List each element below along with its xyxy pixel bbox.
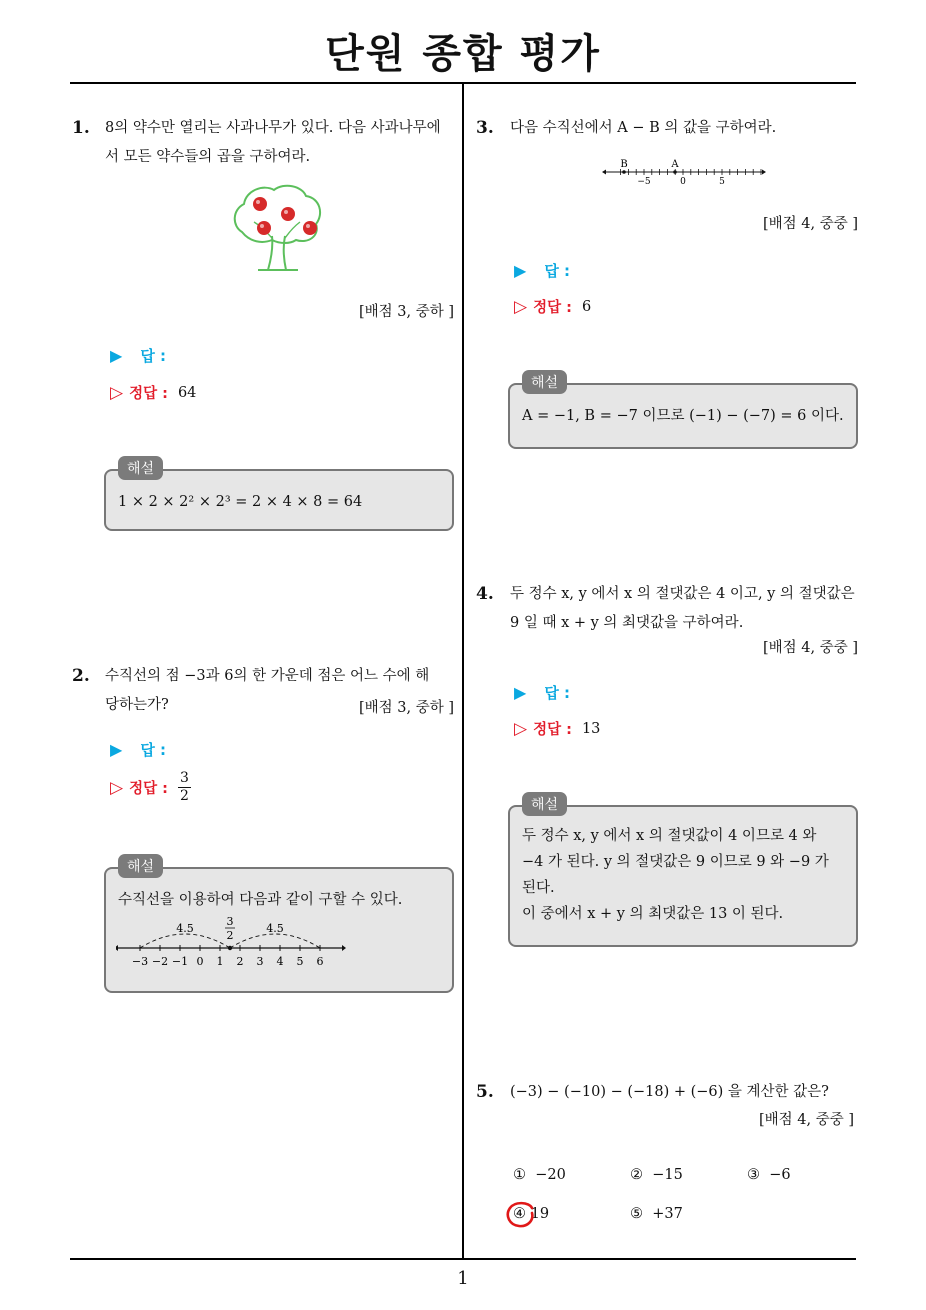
explanation-tag: 해설 (522, 792, 567, 816)
triangle-outline-icon: ▷ (110, 777, 124, 798)
explanation-text: 1 × 2 × 2² × 2³ = 2 × 4 × 8 = 64 (118, 494, 363, 510)
play-arrow-icon: ▶ (110, 740, 123, 759)
answer-label: ▶ 답 : (514, 683, 571, 702)
tick-label: 2 (236, 955, 244, 968)
triangle-outline-icon: ▷ (110, 382, 124, 403)
tick-label: 5 (296, 955, 304, 968)
correct-label: 정답 : (533, 300, 572, 316)
answer-label: ▶ 답 : (514, 261, 571, 280)
explanation-line: −4 가 된다. y 의 절댓값은 9 이므로 9 와 −9 가 (522, 854, 829, 870)
question-text: 다음 수직선에서 A − B 의 값을 구하여라. (510, 120, 777, 136)
explanation-text: 수직선을 이용하여 다음과 같이 구할 수 있다. (118, 892, 403, 908)
triangle-outline-icon: ▷ (514, 296, 528, 317)
question-text: 수직선의 점 −3과 6의 한 가운데 점은 어느 수에 해 (105, 668, 430, 684)
question-meta: [배점 4, 중중 ] (762, 216, 858, 232)
question-meta: [배점 4, 중중 ] (762, 640, 858, 656)
arc-label-left: 4.5 (176, 922, 194, 935)
point-a-label: A (671, 159, 679, 170)
explanation-line: 된다. (522, 880, 555, 896)
apple-tree-illustration (228, 182, 328, 274)
page-title: 단원 종합 평가 (325, 31, 601, 77)
correct-value: 64 (177, 384, 197, 401)
answer-label: ▶ 답 : (110, 346, 167, 365)
correct-fraction: $\frac{3}{2}$ (179, 770, 189, 804)
correct-label: 정답 : (129, 386, 168, 402)
answer-label: ▶ 답 : (110, 740, 167, 759)
explanation-box (508, 805, 858, 947)
tick-label: 3 (256, 955, 264, 968)
page-number: 1 (457, 1268, 469, 1289)
choice-4[interactable]: ④ 19 (513, 1206, 550, 1222)
tick-label: 4 (276, 955, 284, 968)
correct-answer (514, 718, 600, 739)
point-b-label: B (620, 159, 628, 170)
tick-label: 5 (719, 177, 725, 187)
play-arrow-icon: ▶ (110, 346, 123, 365)
tick-label: 6 (316, 955, 324, 968)
tick-label: −3 (131, 955, 149, 968)
explanation-box (104, 867, 454, 993)
correct-answer (110, 770, 191, 805)
question-number: 4. (476, 584, 494, 604)
triangle-outline-icon: ▷ (514, 718, 528, 739)
play-arrow-icon: ▶ (514, 683, 527, 702)
tick-label: 1 (216, 955, 224, 968)
bottom-rule (70, 1258, 856, 1260)
selected-choice-circle-icon (505, 1200, 537, 1230)
explanation-tag: 해설 (118, 456, 163, 480)
number-line-ab-figure (602, 158, 766, 188)
explanation-tag: 해설 (118, 854, 163, 878)
question-text: 두 정수 x, y 에서 x 의 절댓값은 4 이고, y 의 절댓값은 (510, 586, 855, 602)
question-text: (−3) − (−10) − (−18) + (−6) 을 계산한 값은? (510, 1084, 829, 1100)
column-divider (462, 84, 464, 1260)
choice-3[interactable]: ③ −6 (747, 1167, 791, 1183)
question-number: 2. (72, 666, 90, 686)
tick-label: −5 (637, 177, 651, 187)
explanation-tag: 해설 (522, 370, 567, 394)
question-number: 5. (476, 1082, 494, 1102)
explanation-line: 이 중에서 x + y 의 최댓값은 13 이 된다. (522, 906, 784, 922)
question-number: 1. (72, 118, 90, 138)
number-line-figure (116, 915, 346, 969)
choice-1[interactable]: ① −20 (513, 1167, 566, 1183)
choice-5[interactable]: ⑤ +37 (630, 1206, 683, 1222)
correct-value: 13 (581, 720, 601, 737)
question-meta: [배점 3, 중하 ] (358, 700, 454, 716)
tick-label: 0 (680, 177, 686, 187)
correct-answer (514, 296, 591, 317)
question-meta: [배점 4, 중중 ] (758, 1112, 854, 1128)
question-text: 당하는가? (105, 697, 169, 713)
explanation-text: A = −1, B = −7 이므로 (−1) − (−7) = 6 이다. (522, 408, 844, 424)
correct-answer (110, 382, 196, 403)
correct-label: 정답 : (129, 781, 168, 797)
tick-label: −1 (171, 955, 189, 968)
question-meta: [배점 3, 중하 ] (358, 304, 454, 320)
correct-value: 6 (581, 298, 592, 315)
play-arrow-icon: ▶ (514, 261, 527, 280)
choice-2[interactable]: ② −15 (630, 1167, 683, 1183)
question-text: 서 모든 약수들의 곱을 구하여라. (105, 149, 311, 165)
tick-label: 0 (196, 955, 204, 968)
question-number: 3. (476, 118, 494, 138)
explanation-line: 두 정수 x, y 에서 x 의 절댓값이 4 이므로 4 와 (522, 828, 817, 844)
tick-label: −2 (151, 955, 169, 968)
correct-label: 정답 : (533, 722, 572, 738)
midpoint-numerator: 3 (226, 915, 234, 928)
question-text: 9 일 때 x + y 의 최댓값을 구하여라. (510, 615, 744, 631)
midpoint-denominator: 2 (226, 929, 234, 942)
question-text: 8의 약수만 열리는 사과나무가 있다. 다음 사과나무에 (105, 120, 441, 136)
arc-label-right: 4.5 (266, 922, 284, 935)
